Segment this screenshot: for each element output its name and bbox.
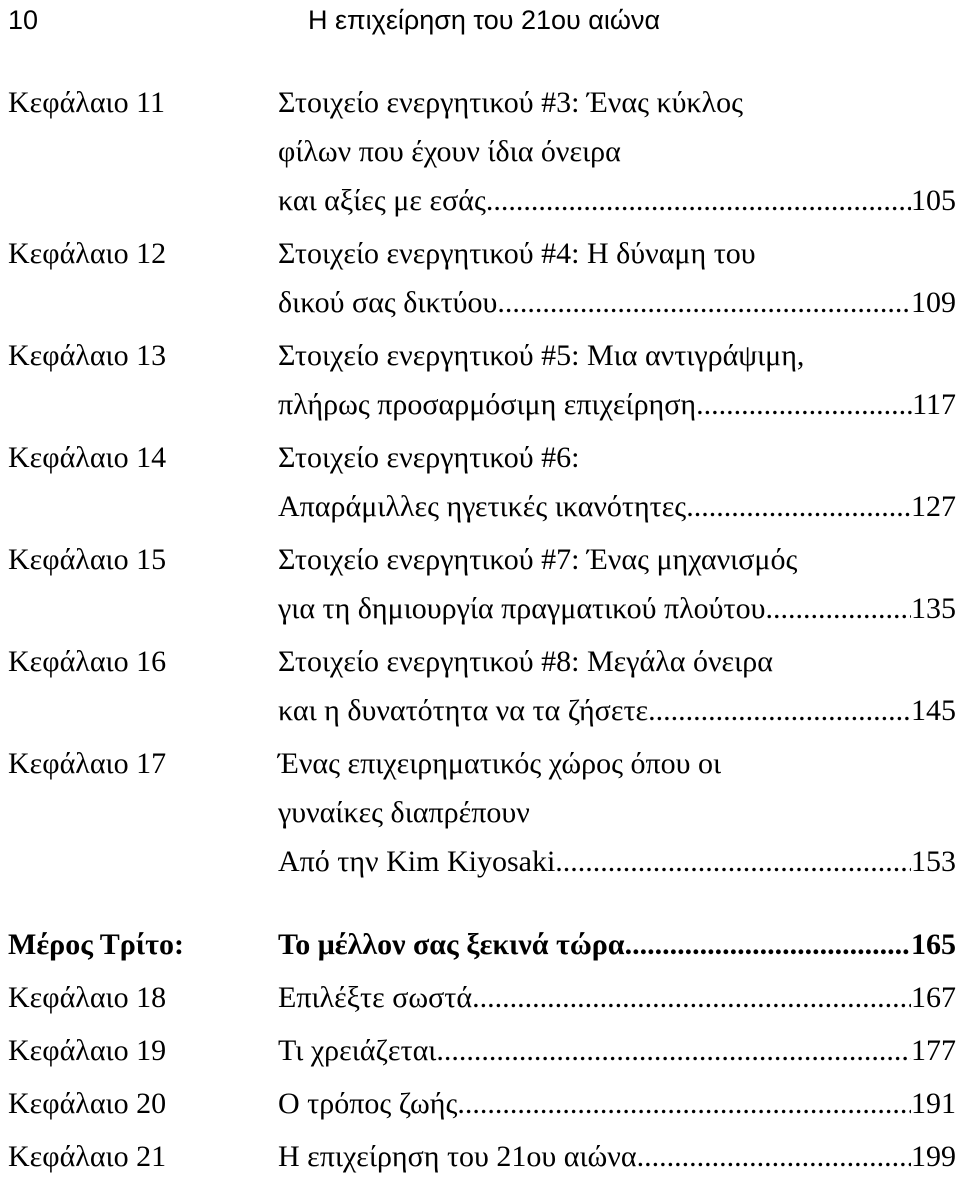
page-ref: 153 xyxy=(911,845,956,878)
chapter-label: Κεφάλαιο 20 xyxy=(8,1087,167,1120)
entry-title-line: γυναίκες διαπρέπουν xyxy=(278,796,530,829)
entry-title-line: Στοιχείο ενεργητικού #4: Η δύναμη του xyxy=(278,237,756,270)
page-header xyxy=(0,0,960,40)
entry-title-line: πλήρως προσαρμόσιμη επιχείρηση xyxy=(278,388,697,421)
chapter-label: Κεφάλαιο 17 xyxy=(8,747,167,780)
entry-title-line: και η δυνατότητα να τα ζήσετε xyxy=(278,694,649,727)
chapter-label: Κεφάλαιο 21 xyxy=(8,1140,167,1173)
dot-leader xyxy=(555,837,911,886)
entry-title: Ο τρόπος ζωής xyxy=(278,1087,458,1120)
chapter-label: Κεφάλαιο 11 xyxy=(8,86,166,119)
page-ref: 127 xyxy=(911,490,956,523)
dot-leader xyxy=(497,278,911,327)
entry-title-line: Στοιχείο ενεργητικού #8: Μεγάλα όνειρα xyxy=(278,645,773,678)
entry-title-line: Ένας επιχειρηματικός χώρος όπου οι xyxy=(278,747,722,780)
entry-title-line: και αξίες με εσάς xyxy=(278,184,486,217)
entry-title-line: Στοιχείο ενεργητικού #3: Ένας κύκλος xyxy=(278,86,743,119)
dot-leader xyxy=(472,973,911,1022)
entry-title: Επιλέξτε σωστά xyxy=(278,981,473,1014)
toc-part-entry[interactable] xyxy=(0,920,960,969)
dot-leader xyxy=(436,1026,911,1075)
toc-entry[interactable] xyxy=(0,1132,960,1181)
page-ref: 177 xyxy=(911,1034,956,1067)
dot-leader xyxy=(696,380,912,429)
dot-leader xyxy=(457,1079,911,1128)
toc-entry[interactable] xyxy=(0,535,960,633)
table-of-contents xyxy=(0,78,960,1181)
toc-entry[interactable] xyxy=(0,78,960,225)
page-number: 10 xyxy=(8,5,39,35)
chapter-label: Κεφάλαιο 19 xyxy=(8,1034,167,1067)
toc-entry[interactable] xyxy=(0,229,960,327)
part-title: Το μέλλον σας ξεκινά τώρα xyxy=(278,928,625,961)
page-ref: 145 xyxy=(911,694,956,727)
toc-entry[interactable] xyxy=(0,973,960,1022)
page-ref: 117 xyxy=(912,388,956,421)
toc-entry[interactable] xyxy=(0,637,960,735)
toc-entry[interactable] xyxy=(0,739,960,886)
chapter-label: Κεφάλαιο 13 xyxy=(8,339,167,372)
page-ref: 167 xyxy=(911,981,956,1014)
toc-entry[interactable] xyxy=(0,1079,960,1128)
chapter-label: Κεφάλαιο 15 xyxy=(8,543,167,576)
chapter-label: Κεφάλαιο 12 xyxy=(8,237,167,270)
dot-leader xyxy=(625,920,911,969)
dot-leader xyxy=(686,482,911,531)
dot-leader xyxy=(648,686,911,735)
dot-leader xyxy=(486,176,911,225)
chapter-label: Κεφάλαιο 16 xyxy=(8,645,167,678)
part-label: Μέρος Τρίτο: xyxy=(8,928,184,961)
page-ref: 109 xyxy=(911,286,956,319)
entry-title: Τι χρειάζεται xyxy=(278,1034,437,1067)
chapter-label: Κεφάλαιο 14 xyxy=(8,441,167,474)
page-ref: 165 xyxy=(911,928,956,961)
toc-entry[interactable] xyxy=(0,331,960,429)
page-ref: 135 xyxy=(911,592,956,625)
entry-title-line: φίλων που έχουν ίδια όνειρα xyxy=(278,135,621,168)
entry-title-line: Στοιχείο ενεργητικού #6: xyxy=(278,441,580,474)
entry-title-line: Στοιχείο ενεργητικού #5: Μια αντιγράψιμη, xyxy=(278,339,805,372)
entry-title-line: Στοιχείο ενεργητικού #7: Ένας μηχανισμός xyxy=(278,543,798,576)
toc-entry[interactable] xyxy=(0,1026,960,1075)
page-ref: 199 xyxy=(911,1140,956,1173)
page-ref: 105 xyxy=(911,184,956,217)
chapter-label: Κεφάλαιο 18 xyxy=(8,981,167,1014)
page-ref: 191 xyxy=(911,1087,956,1120)
running-title: Η επιχείρηση του 21ου αιώνα xyxy=(308,5,661,35)
entry-title-line: δικού σας δικτύου xyxy=(278,286,498,319)
entry-title: Η επιχείρηση του 21ου αιώνα xyxy=(278,1140,637,1173)
entry-title-line: για τη δημιουργία πραγματικού πλούτου xyxy=(278,592,766,625)
entry-title-line: Απαράμιλλες ηγετικές ικανότητες xyxy=(278,490,687,523)
entry-title-line: Από την Kim Kiyosaki xyxy=(278,845,556,878)
toc-entry[interactable] xyxy=(0,433,960,531)
dot-leader xyxy=(637,1132,911,1181)
dot-leader xyxy=(765,584,911,633)
